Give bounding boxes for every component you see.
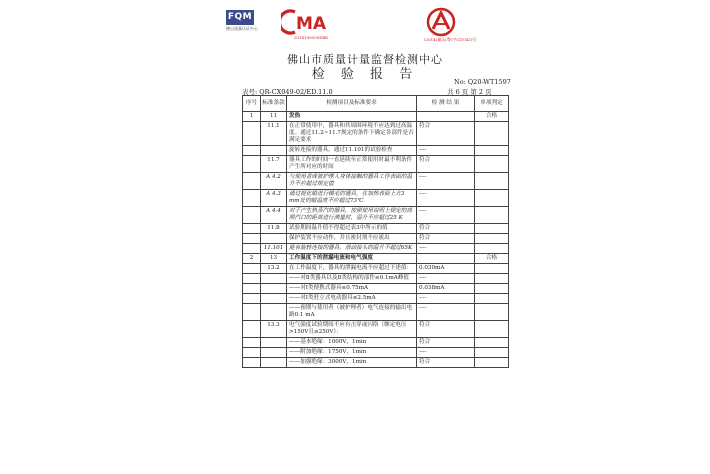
row-seq: 1 — [243, 112, 261, 122]
table-row — [243, 264, 509, 274]
row-clause: 13.3 — [261, 321, 287, 338]
row-judge — [475, 321, 509, 338]
row-requirement: 在工作温度下，器具的泄漏电流不应超过下述值： — [287, 264, 417, 274]
table-row — [243, 190, 509, 207]
row-result: ---- — [417, 173, 475, 190]
table-row — [243, 338, 509, 348]
table-row — [243, 254, 509, 264]
row-result: ---- — [417, 190, 475, 207]
table-row — [243, 224, 509, 234]
row-result: ---- — [417, 244, 475, 254]
row-requirement: 旋转连接的器具，通过11.101的试验检查 — [287, 146, 417, 156]
row-seq — [243, 358, 261, 368]
row-seq — [243, 274, 261, 284]
row-result: 0.030mA — [417, 264, 475, 274]
form-number: 表号: QR-CX049-02/ED.11.0 — [242, 88, 333, 96]
inspection-table — [242, 95, 509, 368]
row-clause — [261, 304, 287, 321]
row-seq — [243, 244, 261, 254]
row-seq — [243, 321, 261, 338]
cma-logo-caption: 2014190005EBK — [293, 35, 329, 40]
cma-logo-mark — [281, 9, 341, 35]
row-clause: 11.1 — [261, 122, 287, 146]
row-requirement: ——对Ⅱ类器具以及Ⅱ类结构的部件≤0.1mA峰值 — [287, 274, 417, 284]
table-row — [243, 304, 509, 321]
col-header-seq: 序号 — [243, 96, 261, 112]
row-result: 符合 — [417, 338, 475, 348]
row-judge — [475, 338, 509, 348]
row-clause — [261, 146, 287, 156]
table-row — [243, 146, 509, 156]
row-clause — [261, 348, 287, 358]
row-clause: 13.2 — [261, 264, 287, 274]
row-result: ---- — [417, 274, 475, 284]
row-requirement: ——附加绝缘：1750V，1min — [287, 348, 417, 358]
fqm-logo-caption: 佛山质量认证中心 — [226, 26, 258, 31]
table-row — [243, 321, 509, 338]
page-info: 共 6 页 第 2 页 — [447, 88, 492, 96]
row-requirement: ——预期与使用者（被护理者）电气连接的输出电路0.1 mA — [287, 304, 417, 321]
row-judge — [475, 348, 509, 358]
row-requirement: 保护装置不应动作，并且密封剂不应流出 — [287, 234, 417, 244]
row-seq — [243, 284, 261, 294]
row-judge — [475, 190, 509, 207]
table-row — [243, 294, 509, 304]
row-clause — [261, 274, 287, 284]
row-requirement: 在正常使用中，器具和其周围环境不应达到过高温度。通过11.2~11.7规定的条件下确定各部件是否满足要求 — [287, 122, 417, 146]
row-seq — [243, 304, 261, 321]
row-clause: A 4.4 — [261, 207, 287, 224]
row-seq — [243, 190, 261, 207]
row-clause: 11.101 — [261, 244, 287, 254]
table-row — [243, 358, 509, 368]
table-row — [243, 207, 509, 224]
cal-logo-caption: (2014)量认(粤)字(Z1043)号 — [424, 37, 477, 42]
col-header-judge: 单项判定 — [475, 96, 509, 112]
row-clause: A 4.3 — [261, 190, 287, 207]
table-row — [243, 234, 509, 244]
row-result: ---- — [417, 304, 475, 321]
row-result — [417, 112, 475, 122]
row-result: 符合 — [417, 156, 475, 173]
row-requirement: ——对Ⅰ类驻立式电动器具≤2.5mA — [287, 294, 417, 304]
row-judge — [475, 234, 509, 244]
row-requirement: ——对Ⅰ类便携式器具≤0.75mA — [287, 284, 417, 294]
row-judge — [475, 207, 509, 224]
row-judge: 合格 — [475, 112, 509, 122]
row-clause: 11.7 — [261, 156, 287, 173]
row-requirement: 电气强度试验期间不应有击穿或闪络（额定电压>150V且≤250V）： — [287, 321, 417, 338]
row-seq — [243, 234, 261, 244]
table-row — [243, 244, 509, 254]
report-title: 检 验 报 告 — [311, 67, 419, 82]
row-judge — [475, 358, 509, 368]
row-seq — [243, 294, 261, 304]
report-number: No: Q20-WT1597 — [454, 78, 511, 86]
row-requirement: 器具工作的时间一直延续至正常使用时最不利条件产生所对应的时间 — [287, 156, 417, 173]
row-clause: 13 — [261, 254, 287, 264]
row-clause: 11 — [261, 112, 287, 122]
row-clause — [261, 284, 287, 294]
table-row — [243, 112, 509, 122]
row-judge — [475, 224, 509, 234]
inspection-rows — [243, 112, 509, 368]
row-judge — [475, 244, 509, 254]
row-judge — [475, 156, 509, 173]
row-judge — [475, 122, 509, 146]
table-row — [243, 122, 509, 146]
row-clause — [261, 294, 287, 304]
row-judge — [475, 274, 509, 284]
cal-logo-mark — [424, 7, 458, 37]
row-judge — [475, 146, 509, 156]
cal-logo — [424, 7, 477, 42]
fqm-logo — [226, 10, 256, 32]
row-requirement: ——加强绝缘：3000V，1min — [287, 358, 417, 368]
row-result — [417, 254, 475, 264]
row-clause — [261, 358, 287, 368]
table-row — [243, 173, 509, 190]
row-result: 0.038mA — [417, 284, 475, 294]
row-requirement: 工作温度下的泄漏电流和电气强度 — [287, 254, 417, 264]
row-judge — [475, 294, 509, 304]
testing-center-name: 佛山市质量计量监督检测中心 — [287, 53, 443, 66]
row-requirement: 发热 — [287, 112, 417, 122]
row-seq — [243, 338, 261, 348]
row-result: ---- — [417, 348, 475, 358]
row-clause — [261, 338, 287, 348]
row-seq — [243, 173, 261, 190]
col-header-clause: 标准条款 — [261, 96, 287, 112]
row-result: 符合 — [417, 224, 475, 234]
row-seq — [243, 264, 261, 274]
row-result: 符合 — [417, 122, 475, 146]
row-seq — [243, 146, 261, 156]
row-requirement: 与使用者或被护理人身体接触的器具工作表面的温升不应超过规定值 — [287, 173, 417, 190]
row-seq — [243, 122, 261, 146]
row-clause: A 4.2 — [261, 173, 287, 190]
row-requirement: 对于产生热蒸汽的器具，按照使用说明上规定的离喷汽口的距离进行测量时，温升不应超过25 K — [287, 207, 417, 224]
row-clause: 11.8 — [261, 224, 287, 234]
cma-logo-text: MA — [296, 14, 327, 34]
row-seq — [243, 156, 261, 173]
row-clause — [261, 234, 287, 244]
row-result: ---- — [417, 294, 475, 304]
cma-logo — [281, 9, 341, 39]
col-header-result: 检 测 结 果 — [417, 96, 475, 112]
row-judge: 合格 — [475, 254, 509, 264]
row-judge — [475, 173, 509, 190]
row-seq — [243, 224, 261, 234]
row-seq: 2 — [243, 254, 261, 264]
fqm-logo-mark: FQM — [226, 10, 254, 25]
row-requirement: 通过提化蜡进行模毛的器具，在加热表面上方3 mm处的蜡温度不应超过73℃ — [287, 190, 417, 207]
row-seq — [243, 348, 261, 358]
table-row — [243, 156, 509, 173]
row-requirement: 试验期间温升值不得超过表3中所示的值 — [287, 224, 417, 234]
row-seq — [243, 207, 261, 224]
row-requirement: ——基本绝缘：1000V，1min — [287, 338, 417, 348]
row-result: ---- — [417, 146, 475, 156]
row-result: 符合 — [417, 234, 475, 244]
row-result: ---- — [417, 207, 475, 224]
table-row — [243, 274, 509, 284]
row-result: 符合 — [417, 358, 475, 368]
row-judge — [475, 304, 509, 321]
col-header-requirement: 检测项目及标准要求 — [287, 96, 417, 112]
row-judge — [475, 284, 509, 294]
table-row — [243, 348, 509, 358]
row-result: 符合 — [417, 321, 475, 338]
row-requirement: 能有旋转连接的器具，滑动接头的温升不超过65K — [287, 244, 417, 254]
row-judge — [475, 264, 509, 274]
table-row — [243, 284, 509, 294]
